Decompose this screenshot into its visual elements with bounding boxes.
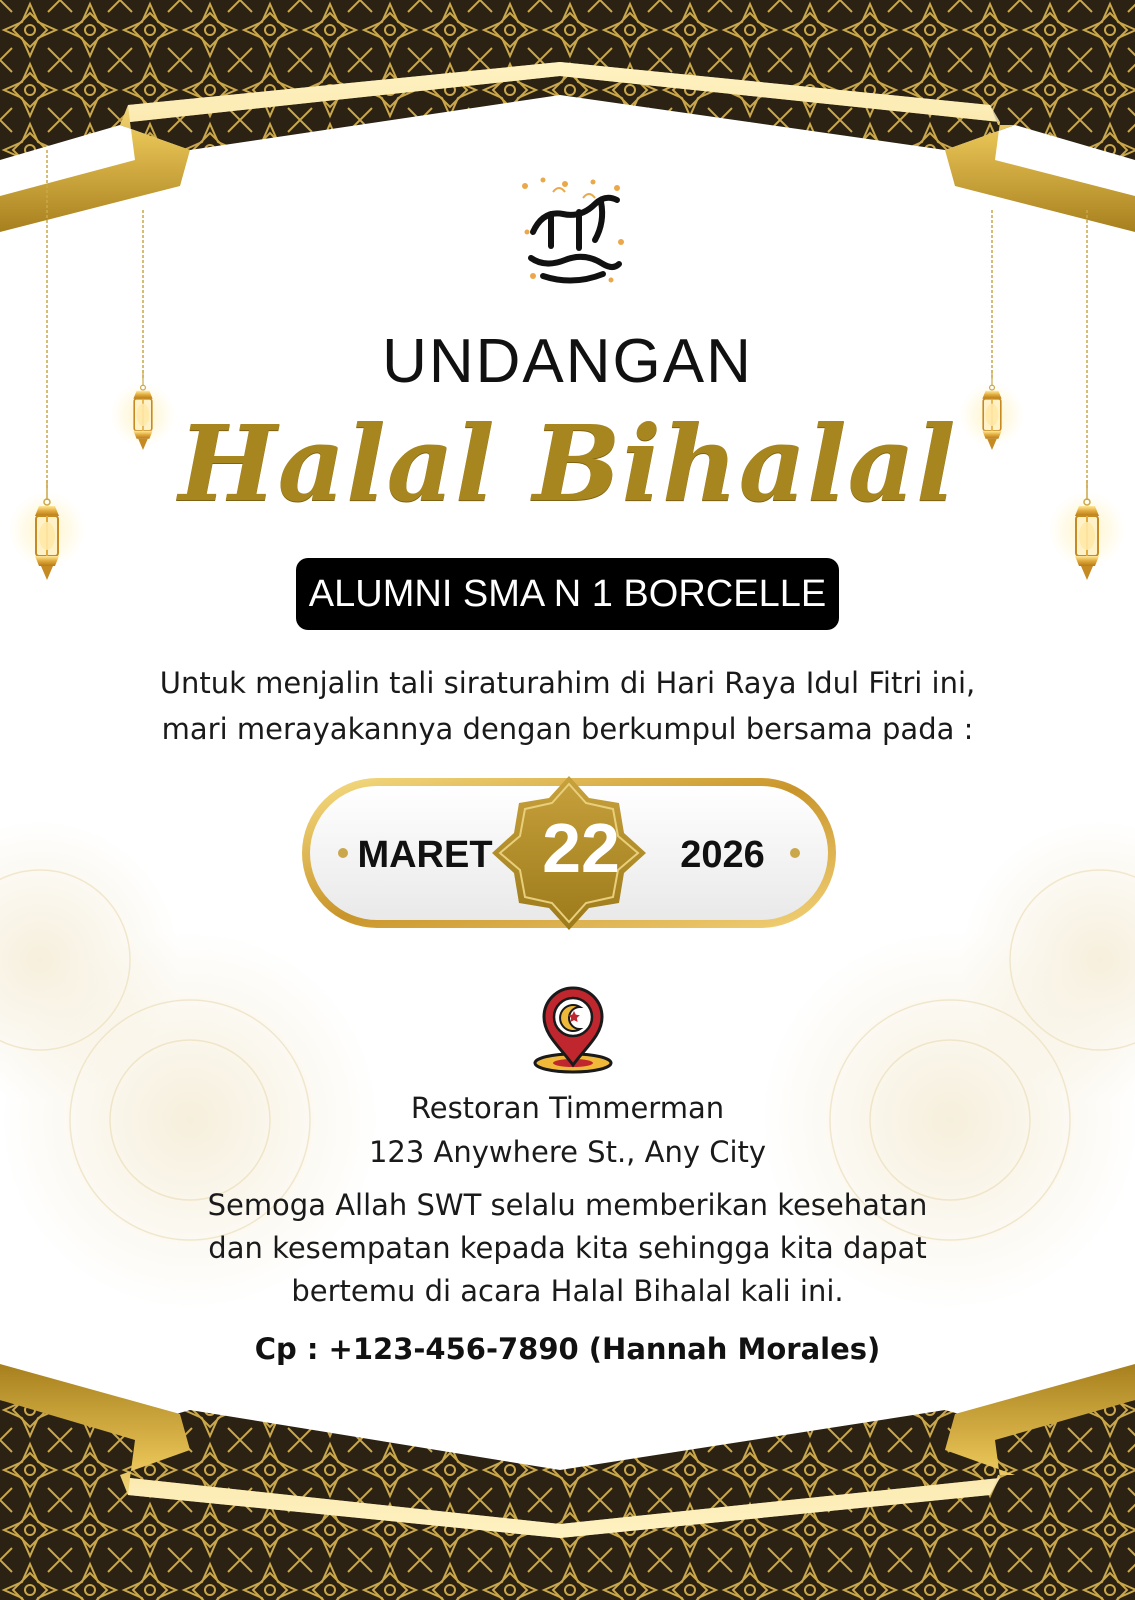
date-year: 2026: [680, 834, 765, 876]
closing-line: Semoga Allah SWT selalu memberikan kesehatan: [207, 1188, 928, 1222]
intro-text: [0, 660, 1135, 752]
event-title: Halal Bihalal: [178, 402, 957, 525]
closing-text: [0, 1184, 1135, 1313]
closing-line: bertemu di acara Halal Bihalal kali ini.: [291, 1274, 844, 1308]
contact-person: Cp : +123-456-7890 (Hannah Morales): [254, 1332, 881, 1366]
location-pin-icon: [528, 985, 618, 1075]
venue-name: Restoran Timmerman: [410, 1091, 725, 1125]
date-month: MARET: [357, 834, 493, 876]
intro-line: Untuk menjalin tali siraturahim di Hari Raya Idul Fitri ini,: [159, 666, 976, 700]
invitation-heading: UNDANGAN: [382, 327, 753, 396]
venue-info: [0, 1086, 1135, 1174]
date-day: 22: [542, 809, 620, 887]
venue-address: 123 Anywhere St., Any City: [368, 1135, 767, 1169]
ramadan-calligraphy-icon: [513, 172, 633, 296]
intro-line: mari merayakannya dengan berkumpul bersama pada :: [161, 712, 974, 746]
alumni-badge: ALUMNI SMA N 1 BORCELLE: [296, 558, 839, 630]
closing-line: dan kesempatan kepada kita sehingga kita dapat: [208, 1231, 927, 1265]
